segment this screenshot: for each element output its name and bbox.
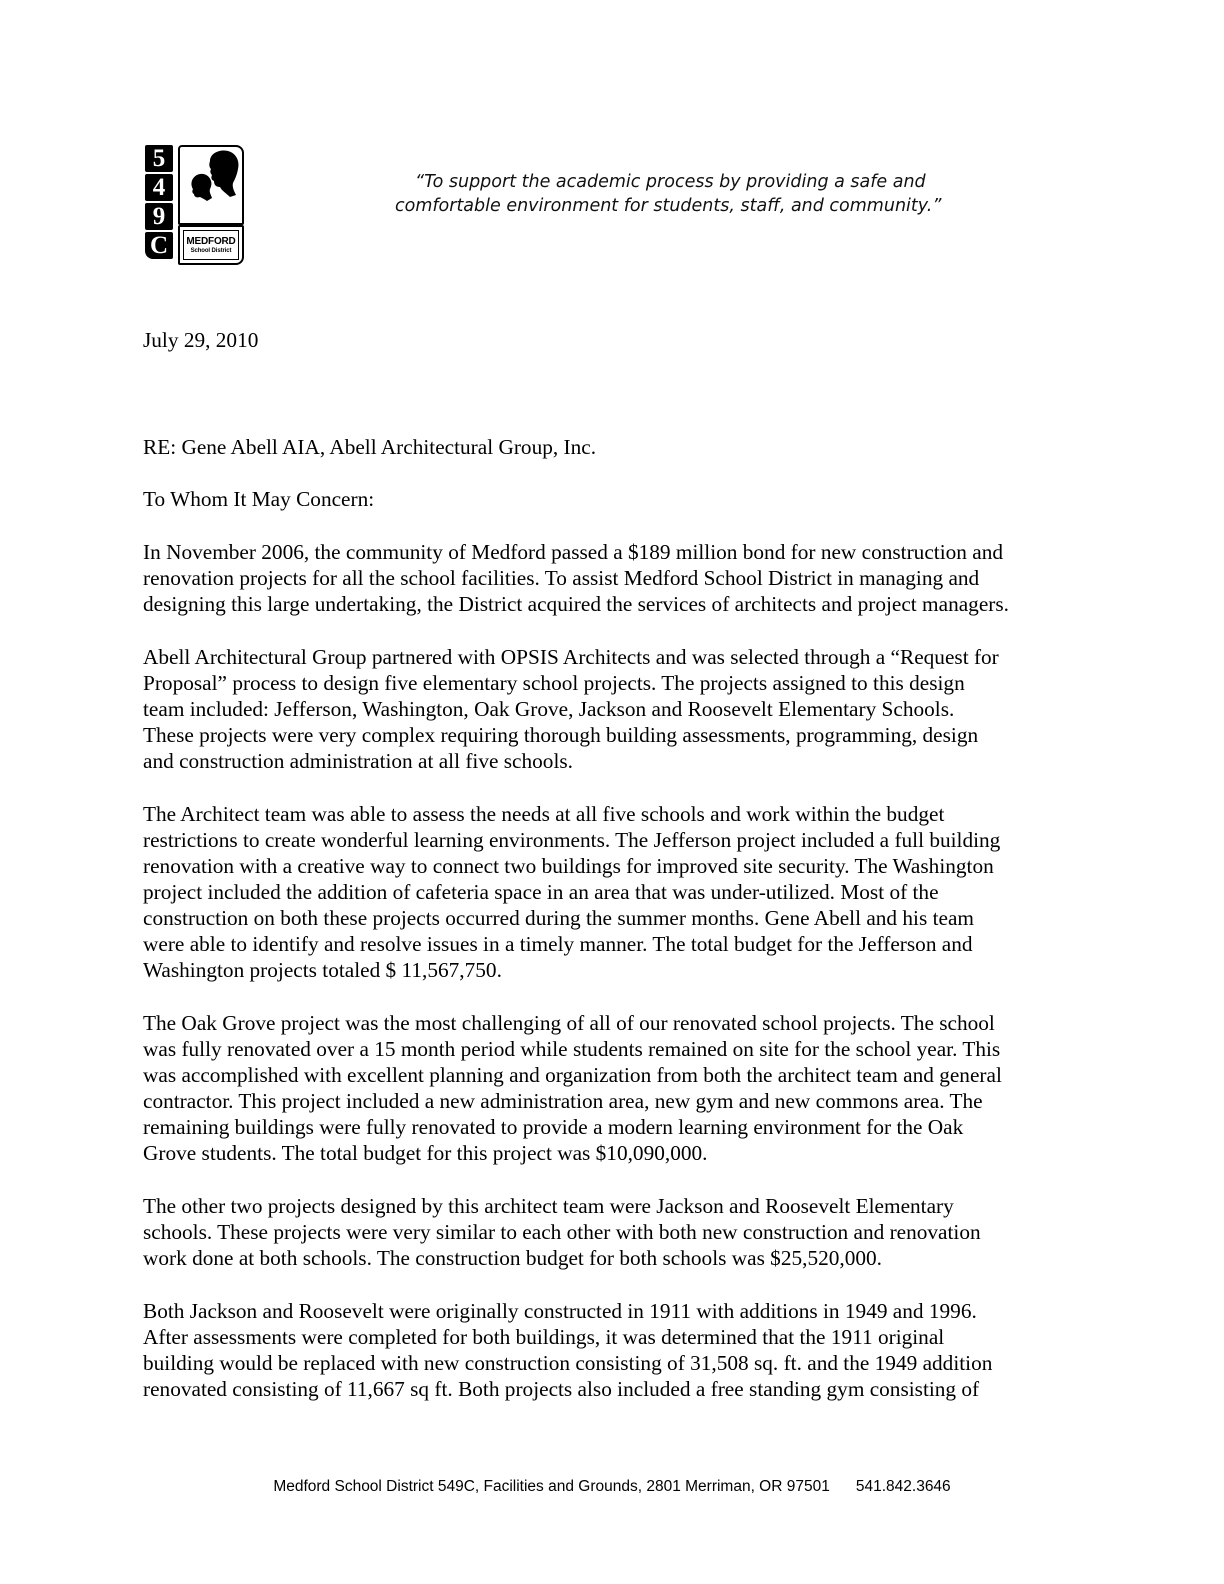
logo-name-line2: School District (190, 248, 232, 254)
paragraph-line: team included: Jefferson, Washington, Oak Grove, Jackson and Roosevelt Elementary Schools. (143, 697, 955, 721)
paragraph-line: Both Jackson and Roosevelt were originally constructed in 1911 with additions in 1949 and 1996. (143, 1299, 977, 1323)
footer-address: Medford School District 549C, Facilities and Grounds, 2801 Merriman, OR 97501 (273, 1478, 830, 1495)
body-paragraph (143, 1010, 1002, 1166)
logo-number: 4 (145, 174, 173, 201)
paragraph-line: schools. These projects were very similar to each other with both new construction and renovation (143, 1220, 981, 1244)
letter-date: July 29, 2010 (143, 328, 259, 352)
paragraph-line: building would be replaced with new construction consisting of 31,508 sq. ft. and the 1949 addition (143, 1351, 993, 1375)
paragraph-line: Proposal” process to design five elementary school projects. The projects assigned to this design (143, 671, 965, 695)
logo-number: 9 (145, 203, 173, 230)
body-paragraph (143, 1298, 992, 1402)
body-paragraph (143, 1193, 981, 1271)
logo-name-line1: MEDFORD (186, 236, 236, 247)
paragraph-line: In November 2006, the community of Medford passed a $189 million bond for new construction and (143, 540, 1003, 564)
paragraph-line: The other two projects designed by this architect team were Jackson and Roosevelt Elementary (143, 1194, 954, 1218)
paragraph-line: designing this large undertaking, the District acquired the services of architects and project managers. (143, 592, 1009, 616)
paragraph-line: The Architect team was able to assess the needs at all five schools and work within the budget (143, 802, 945, 826)
logo-name-inner (183, 230, 239, 260)
logo-number-column (145, 145, 175, 265)
paragraph-line: renovation with a creative way to connect two buildings for improved site security. The Washington (143, 854, 994, 878)
children-silhouette-icon (180, 147, 242, 223)
paragraph-line: remaining buildings were fully renovated to provide a modern learning environment for the Oak (143, 1115, 964, 1139)
paragraph-line: were able to identify and resolve issues in a timely manner. The total budget for the Jefferson and (143, 932, 973, 956)
motto-line: comfortable environment for students, staff, and community.” (395, 196, 942, 216)
letter-footer (0, 1477, 1224, 1497)
logo-number: C (145, 232, 173, 259)
paragraph-line: was accomplished with excellent planning and organization from both the architect team and general (143, 1063, 1002, 1087)
letter-subject: RE: Gene Abell AIA, Abell Architectural Group, Inc. (143, 435, 597, 459)
paragraph-line: was fully renovated over a 15 month period while students remained on site for the school year. This (143, 1037, 1001, 1061)
paragraph-line: construction on both these projects occurred during the summer months. Gene Abell and his team (143, 906, 974, 930)
paragraph-line: These projects were very complex requiring thorough building assessments, programming, design (143, 723, 979, 747)
logo-silhouette-box (178, 145, 244, 225)
body-paragraph (143, 539, 1009, 617)
paragraph-line: After assessments were completed for both buildings, it was determined that the 1911 original (143, 1325, 945, 1349)
motto-line: “To support the academic process by providing a safe and (415, 172, 926, 192)
paragraph-line: restrictions to create wonderful learning environments. The Jefferson project included a full building (143, 828, 1001, 852)
logo-name-box (178, 225, 244, 265)
logo-number: 5 (145, 145, 173, 172)
body-paragraph (143, 801, 1000, 983)
letter-salutation: To Whom It May Concern: (143, 487, 375, 511)
district-motto (395, 170, 1035, 218)
paragraph-line: project included the addition of cafeteria space in an area that was under-utilized. Most of the (143, 880, 939, 904)
footer-phone: 541.842.3646 (855, 1478, 951, 1495)
paragraph-line: Grove students. The total budget for this project was $10,090,000. (143, 1141, 708, 1165)
body-paragraph (143, 644, 999, 774)
paragraph-line: The Oak Grove project was the most challenging of all of our renovated school projects. The school (143, 1011, 995, 1035)
paragraph-line: Washington projects totaled $ 11,567,750. (143, 958, 502, 982)
paragraph-line: renovated consisting of 11,667 sq ft. Both projects also included a free standing gym consisting of (143, 1377, 980, 1401)
district-logo (145, 145, 245, 265)
paragraph-line: renovation projects for all the school facilities. To assist Medford School District in managing and (143, 566, 980, 590)
paragraph-line: and construction administration at all five schools. (143, 749, 573, 773)
paragraph-line: Abell Architectural Group partnered with OPSIS Architects and was selected through a “Request for (143, 645, 999, 669)
paragraph-line: work done at both schools. The construction budget for both schools was $25,520,000. (143, 1246, 882, 1270)
paragraph-line: contractor. This project included a new administration area, new gym and new commons area. The (143, 1089, 983, 1113)
